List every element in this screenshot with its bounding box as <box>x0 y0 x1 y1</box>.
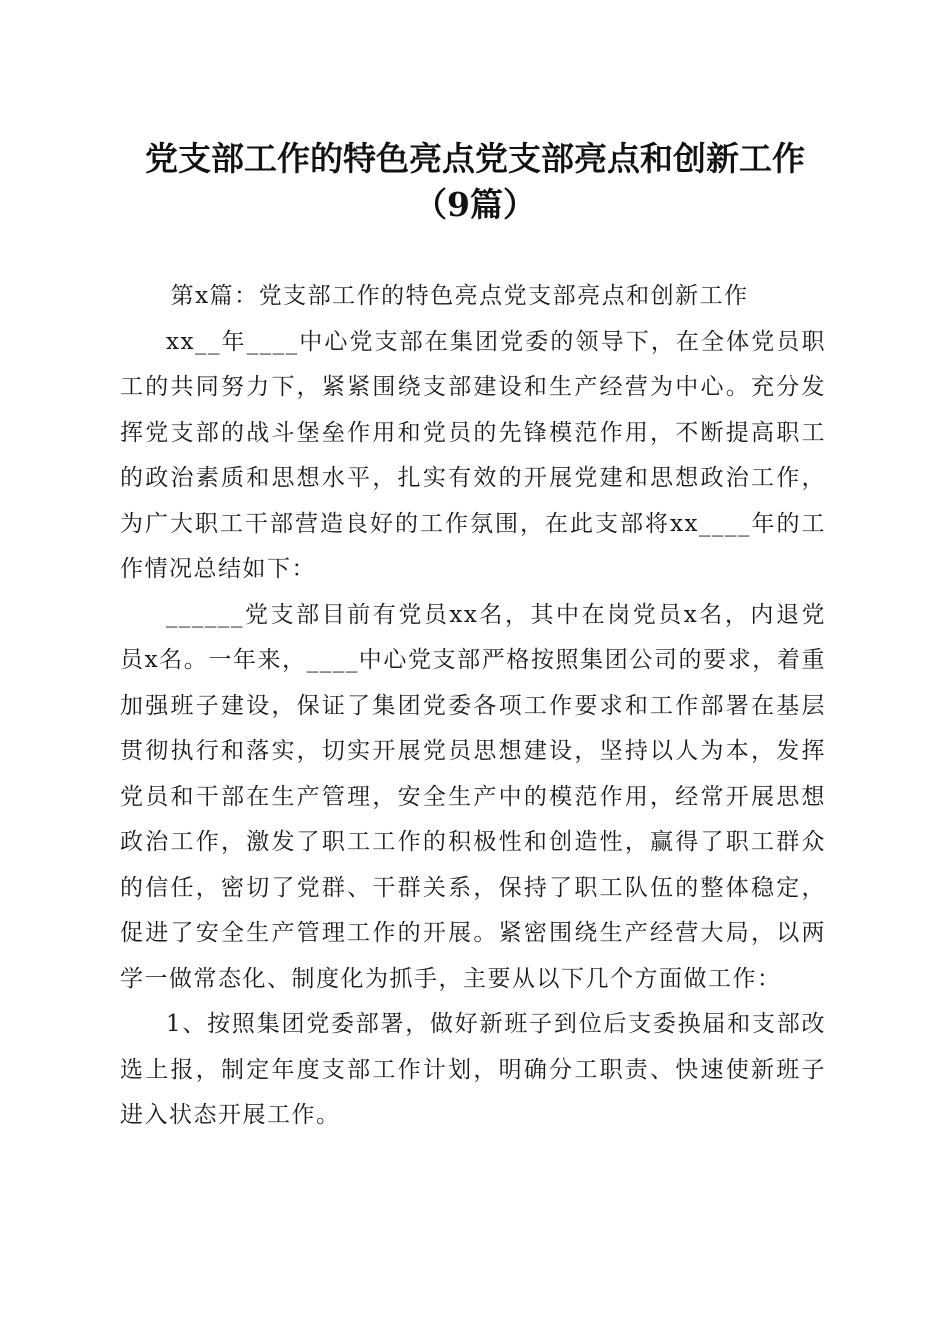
paragraph-3: 1、按照集团党委部署，做好新班子到位后支委换届和支部改选上报，制定年度支部工作计划，明确分工职责、快速使新班子进入状态开展工作。 <box>120 1011 826 1128</box>
document-body <box>120 274 826 1139</box>
paragraph-2: ______党支部目前有党员xx名，其中在岗党员x名，内退党员x名。一年来，____中心党支部严格按照集团公司的要求，着重加强班子建设，保证了集团党委各项工作要求和工作部署在基层贯彻执行和落实，切实开展党员思想建设，坚持以人为本，发挥党员和干部在生产管理，安全生产中的模范作用，经常开展思想政治工作，激发了职工工作的积极性和创造性，赢得了职工群众的信任，密切了党群、干群关系，保持了职工队伍的整体稳定，促进了安全生产管理工作的开展。紧密围绕生产经营大局，以两学一做常态化、制度化为抓手，主要从以下几个方面做工作： <box>120 601 826 992</box>
document-title <box>100 136 850 228</box>
paragraph-1: xx__年____中心党支部在集团党委的领导下，在全体党员职工的共同努力下，紧紧围绕支部建设和生产经营为中心。充分发挥党支部的战斗堡垒作用和党员的先锋模范作用，不断提高职工的政治素质和思想水平，扎实有效的开展党建和思想政治工作，为广大职工干部营造良好的工作氛围，在此支部将xx____年的工作情况总结如下： <box>120 328 826 582</box>
document-title-line2: （9篇） <box>414 185 536 224</box>
section-subtitle: 第x篇：党支部工作的特色亮点党支部亮点和创新工作 <box>170 283 749 309</box>
document-title-line1: 党支部工作的特色亮点党支部亮点和创新工作 <box>145 139 805 178</box>
